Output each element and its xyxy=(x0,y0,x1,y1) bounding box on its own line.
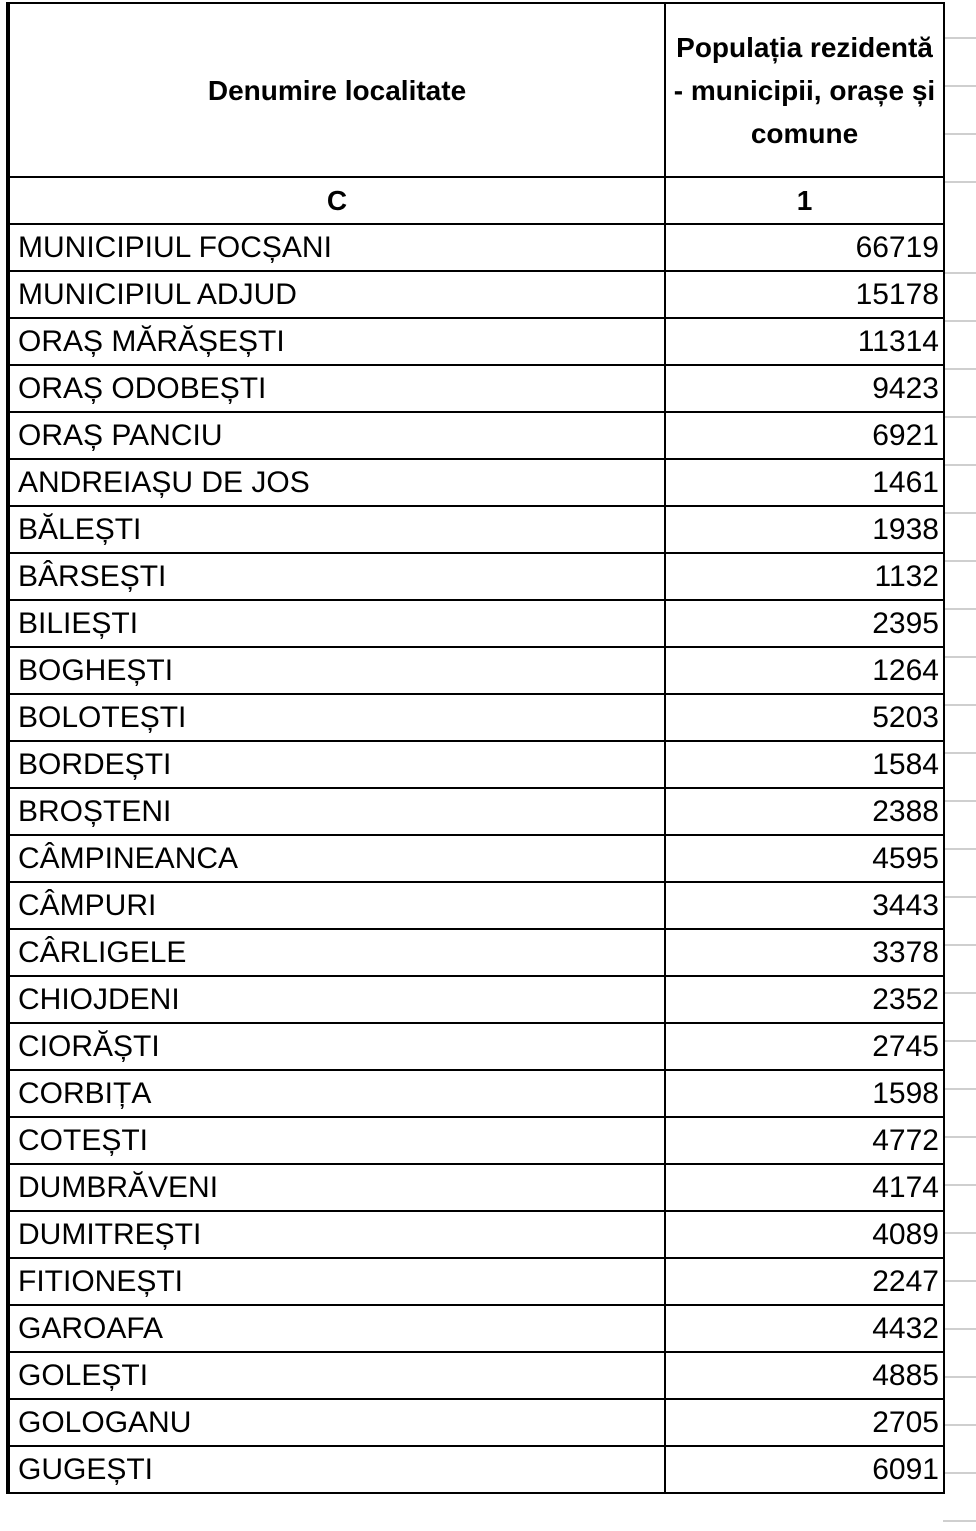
table-row xyxy=(8,1399,944,1446)
population-table xyxy=(6,2,945,1494)
table-row xyxy=(8,1211,944,1258)
population-cell[interactable]: 11314 xyxy=(665,318,944,365)
population-cell[interactable]: 1938 xyxy=(665,506,944,553)
locality-name-cell[interactable]: BILIEȘTI xyxy=(8,600,665,647)
locality-name-cell[interactable]: BĂLEȘTI xyxy=(8,506,665,553)
population-cell[interactable]: 1598 xyxy=(665,1070,944,1117)
table-row xyxy=(8,1070,944,1117)
name-column-code[interactable]: C xyxy=(8,177,665,224)
table-row xyxy=(8,318,944,365)
table-row xyxy=(8,1258,944,1305)
population-column-header[interactable]: Populația rezidentă - municipii, orașe și comune xyxy=(665,3,944,177)
population-cell[interactable]: 4174 xyxy=(665,1164,944,1211)
column-code-row xyxy=(8,177,944,224)
table-row xyxy=(8,459,944,506)
population-cell[interactable]: 4885 xyxy=(665,1352,944,1399)
table-row xyxy=(8,694,944,741)
table-row xyxy=(8,882,944,929)
locality-name-cell[interactable]: DUMITREȘTI xyxy=(8,1211,665,1258)
population-cell[interactable]: 4432 xyxy=(665,1305,944,1352)
population-cell[interactable]: 2745 xyxy=(665,1023,944,1070)
population-cell[interactable]: 1264 xyxy=(665,647,944,694)
spreadsheet-gridlines xyxy=(943,0,976,1531)
locality-name-cell[interactable]: ORAȘ ODOBEȘTI xyxy=(8,365,665,412)
table-row xyxy=(8,835,944,882)
locality-name-cell[interactable]: CÂMPINEANCA xyxy=(8,835,665,882)
population-cell[interactable]: 5203 xyxy=(665,694,944,741)
locality-name-cell[interactable]: ORAȘ MĂRĂȘEȘTI xyxy=(8,318,665,365)
locality-name-cell[interactable]: CÂMPURI xyxy=(8,882,665,929)
locality-name-cell[interactable]: FITIONEȘTI xyxy=(8,1258,665,1305)
locality-name-cell[interactable]: MUNICIPIUL FOCȘANI xyxy=(8,224,665,271)
population-cell[interactable]: 3378 xyxy=(665,929,944,976)
locality-name-cell[interactable]: CÂRLIGELE xyxy=(8,929,665,976)
table-row xyxy=(8,1352,944,1399)
locality-name-cell[interactable]: GOLEȘTI xyxy=(8,1352,665,1399)
population-cell[interactable]: 2395 xyxy=(665,600,944,647)
locality-name-cell[interactable]: BOLOTEȘTI xyxy=(8,694,665,741)
table-row xyxy=(8,741,944,788)
table-row xyxy=(8,553,944,600)
population-cell[interactable]: 4089 xyxy=(665,1211,944,1258)
population-cell[interactable]: 66719 xyxy=(665,224,944,271)
population-cell[interactable]: 2247 xyxy=(665,1258,944,1305)
table-row xyxy=(8,788,944,835)
locality-name-cell[interactable]: GUGEȘTI xyxy=(8,1446,665,1493)
locality-name-cell[interactable]: ORAȘ PANCIU xyxy=(8,412,665,459)
locality-name-cell[interactable]: BÂRSEȘTI xyxy=(8,553,665,600)
locality-name-cell[interactable]: COTEȘTI xyxy=(8,1117,665,1164)
locality-name-cell[interactable]: GAROAFA xyxy=(8,1305,665,1352)
table-row xyxy=(8,1305,944,1352)
locality-name-cell[interactable]: CORBIȚA xyxy=(8,1070,665,1117)
locality-name-cell[interactable]: MUNICIPIUL ADJUD xyxy=(8,271,665,318)
locality-name-cell[interactable]: BORDEȘTI xyxy=(8,741,665,788)
table-row xyxy=(8,647,944,694)
table-row xyxy=(8,1023,944,1070)
population-cell[interactable]: 1584 xyxy=(665,741,944,788)
table-row xyxy=(8,1117,944,1164)
table-row xyxy=(8,506,944,553)
population-cell[interactable]: 2705 xyxy=(665,1399,944,1446)
table-row xyxy=(8,271,944,318)
table-row xyxy=(8,412,944,459)
table-row xyxy=(8,929,944,976)
locality-name-cell[interactable]: BROȘTENI xyxy=(8,788,665,835)
population-cell[interactable]: 2352 xyxy=(665,976,944,1023)
locality-name-cell[interactable]: GOLOGANU xyxy=(8,1399,665,1446)
population-cell[interactable]: 3443 xyxy=(665,882,944,929)
table-row xyxy=(8,600,944,647)
locality-name-cell[interactable]: CHIOJDENI xyxy=(8,976,665,1023)
table-row xyxy=(8,976,944,1023)
table-row xyxy=(8,1446,944,1493)
table-row xyxy=(8,365,944,412)
locality-name-cell[interactable]: BOGHEȘTI xyxy=(8,647,665,694)
table-row xyxy=(8,1164,944,1211)
population-cell[interactable]: 4595 xyxy=(665,835,944,882)
population-cell[interactable]: 6921 xyxy=(665,412,944,459)
population-column-code[interactable]: 1 xyxy=(665,177,944,224)
population-cell[interactable]: 1461 xyxy=(665,459,944,506)
population-cell[interactable]: 9423 xyxy=(665,365,944,412)
population-cell[interactable]: 15178 xyxy=(665,271,944,318)
header-row xyxy=(8,3,944,177)
population-cell[interactable]: 2388 xyxy=(665,788,944,835)
locality-name-cell[interactable]: CIORĂȘTI xyxy=(8,1023,665,1070)
name-column-header[interactable]: Denumire localitate xyxy=(8,3,665,177)
population-cell[interactable]: 6091 xyxy=(665,1446,944,1493)
locality-name-cell[interactable]: ANDREIAȘU DE JOS xyxy=(8,459,665,506)
population-cell[interactable]: 1132 xyxy=(665,553,944,600)
table-row xyxy=(8,224,944,271)
locality-name-cell[interactable]: DUMBRĂVENI xyxy=(8,1164,665,1211)
table-body xyxy=(8,224,944,1493)
population-cell[interactable]: 4772 xyxy=(665,1117,944,1164)
